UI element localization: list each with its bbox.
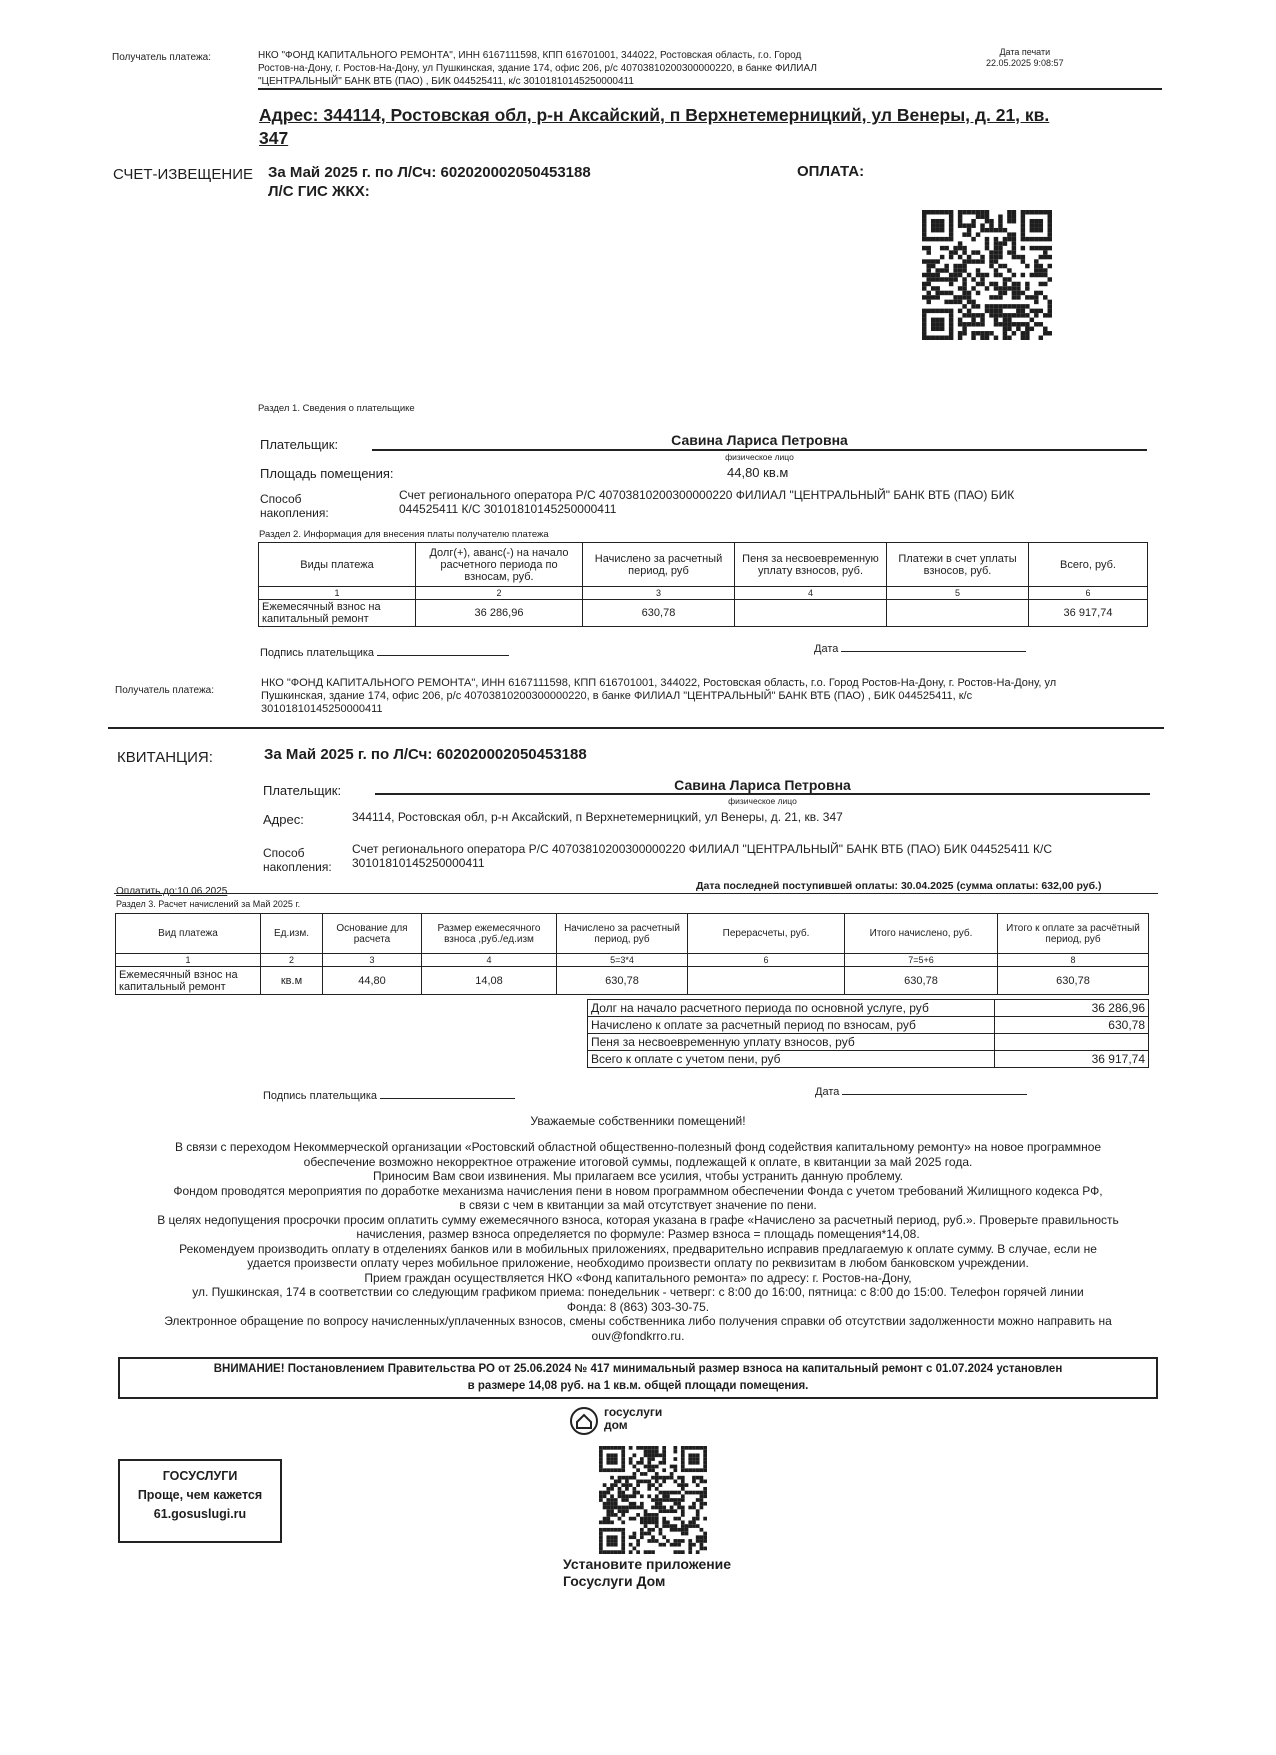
section2-title: Раздел 2. Информация для внесения платы получателю платежа	[259, 529, 549, 540]
address-label: Адрес:	[263, 812, 304, 827]
col-header: Долг(+), аванс(-) на начало расчетного периода по взносам, руб.	[416, 543, 583, 587]
address-value: 344114, Ростовская обл, р-н Аксайский, п Верхнетемерницкий, ул Венеры, д. 21, кв. 347	[352, 810, 843, 824]
col-header: Основание для расчета	[323, 914, 422, 954]
last-payment: Дата последней поступившей оплаты: 30.04.2025 (сумма оплаты: 632,00 руб.)	[696, 880, 1102, 892]
summary-row	[588, 1000, 1149, 1017]
warning-box: ВНИМАНИЕ! Постановлением Правительства РО от 25.06.2024 № 417 минимальный размер взноса на капитальный ремонт с 01.07.2024 установлен в размере 14,08 руб. на 1 кв.м. общей площади помещения.	[118, 1357, 1158, 1399]
section3-divider	[114, 893, 1158, 894]
notice-line: Рекомендуем производить оплату в отделениях банков или в мобильных приложениях, предварительно исправив предлагаемую к оплате сумму. В случае, если не	[179, 1241, 1097, 1256]
col-header: Ед.изм.	[261, 914, 323, 954]
cell-total-charged: 630,78	[845, 967, 998, 995]
cell-charged: 630,78	[557, 967, 688, 995]
notice-line: Приносим Вам свои извинения. Мы прилагаем все усилия, чтобы устранить данную проблему.	[373, 1169, 903, 1183]
receipt-date: Дата	[815, 1086, 1027, 1099]
invoice-signature: Подпись плательщика	[260, 647, 509, 660]
summary-label: Пеня за несвоевременную уплату взносов, руб	[588, 1034, 995, 1051]
col-number: 3	[583, 587, 735, 600]
area-label: Площадь помещения:	[260, 466, 394, 481]
col-number: 6	[1029, 587, 1148, 600]
summary-value: 36 917,74	[995, 1051, 1149, 1068]
cell-total: 36 917,74	[1029, 600, 1148, 627]
recipient-details-2: НКО "ФОНД КАПИТАЛЬНОГО РЕМОНТА", ИНН 6167111598, КПП 616701001, 344022, Ростовская область, г.о. Город Ростов-На-Дону, г. Ростов-На-Дону, ул Пушкинская, здание 174, офис 206, р/с 40703810200300000220, в банке ФИЛИАЛ "ЦЕНТРАЛЬНЫЙ" БАНК ВТБ (ПАО) , БИК 044525411, к/с 30101810145250000411	[261, 677, 1057, 715]
notice-line: ouv@fondkrro.ru.	[591, 1328, 685, 1343]
col-header: Виды платежа	[259, 543, 416, 587]
method-label: Способ накопления:	[260, 492, 329, 520]
section1-title: Раздел 1. Сведения о плательщике	[258, 403, 415, 414]
col-header: Всего, руб.	[1029, 543, 1148, 587]
payer-underline	[372, 449, 1147, 451]
col-header: Вид платежа	[116, 914, 261, 954]
notice-line: В целях недопущения просрочки просим оплатить сумму ежемесячного взноса, которая указана в графе «Начислено за расчетный период, руб.». Проверьте правильность	[157, 1212, 1119, 1227]
payer-label-2: Плательщик:	[263, 783, 342, 798]
app-qr-code	[599, 1446, 707, 1554]
col-header: Пеня за несвоевременную уплату взносов, руб.	[735, 543, 887, 587]
method-label-2: Способ накопления:	[263, 846, 332, 874]
notice-body	[108, 1140, 1168, 1343]
summary-label: Начислено к оплате за расчетный период по взносам, руб	[588, 1017, 995, 1034]
col-header: Итого начислено, руб.	[845, 914, 998, 954]
summary-label: Всего к оплате с учетом пени, руб	[588, 1051, 995, 1068]
cell-basis: 44,80	[323, 967, 422, 995]
print-date: Дата печати 22.05.2025 9:08:57	[986, 47, 1064, 68]
col-header: Начислено за расчетный период, руб	[583, 543, 735, 587]
col-number: 4	[735, 587, 887, 600]
area-value: 44,80 кв.м	[727, 465, 789, 480]
cell-total-due: 630,78	[998, 967, 1149, 995]
col-number: 1	[259, 587, 416, 600]
col-header: Начислено за расчетный период, руб	[557, 914, 688, 954]
col-number: 7=5+6	[845, 954, 998, 967]
notice-line: Прием граждан осуществляется НКО «Фонд капитального ремонта» по адресу: г. Ростов-на-Дону,	[364, 1270, 912, 1285]
notice-line: удается произвести оплату через мобильное приложение, необходимо произвести оплату по реквизитам в любом банковском учреждении.	[247, 1256, 1029, 1270]
signature-line	[380, 1098, 515, 1099]
invoice-table	[258, 542, 1148, 627]
col-header: Перерасчеты, руб.	[688, 914, 845, 954]
cell-charged: 630,78	[583, 600, 735, 627]
table-row	[259, 600, 1148, 627]
cell-penalty	[735, 600, 887, 627]
house-icon	[569, 1406, 599, 1436]
gosuslugi-dom-text: госуслуги дом	[604, 1405, 663, 1432]
date-line	[842, 1094, 1027, 1095]
invoice-date: Дата	[814, 643, 1026, 656]
table-row	[116, 967, 1149, 995]
receipt-label: КВИТАНЦИЯ:	[117, 749, 213, 766]
col-number: 2	[416, 587, 583, 600]
invoice-table-numbers	[259, 587, 1148, 600]
cell-recalc	[688, 967, 845, 995]
cell-unit: кв.м	[261, 967, 323, 995]
col-number: 5	[887, 587, 1029, 600]
gosuslugi-dom-logo	[569, 1406, 599, 1441]
cell-payment-type: Ежемесячный взнос на капитальный ремонт	[259, 600, 416, 627]
cell-rate: 14,08	[422, 967, 557, 995]
summary-value: 36 286,96	[995, 1000, 1149, 1017]
notice-line: Электронное обращение по вопросу начисленных/уплаченных взносов, смены собственника либо получения справки об отсутствии задолженности можно направить на	[164, 1314, 1112, 1328]
receipt-table-numbers	[116, 954, 1149, 967]
recipient-details: НКО "ФОНД КАПИТАЛЬНОГО РЕМОНТА", ИНН 6167111598, КПП 616701001, 344022, Ростовская область, г.о. Город Ростов-на-Дону, г. Ростов-На-Дону, ул Пушкинская, здание 174, офис 206, р/с 40703810200300000220, в банке ФИЛИАЛ "ЦЕНТРАЛЬНЫЙ" БАНК ВТБ (ПАО) , БИК 044525411, к/с 30101810145250000411	[258, 50, 817, 87]
invoice-table-header	[259, 543, 1148, 587]
payer-name: Савина Лариса Петровна	[671, 432, 848, 448]
receipt-signature: Подпись плательщика	[263, 1090, 515, 1103]
gosuslugi-box: ГОСУСЛУГИ Проще, чем кажется 61.gosuslugi.ru	[118, 1459, 282, 1543]
col-number: 4	[422, 954, 557, 967]
payer-label: Плательщик:	[260, 437, 339, 452]
payer-type-2: физическое лицо	[728, 796, 797, 806]
recipient-label: Получатель платежа:	[112, 52, 211, 63]
section3-title: Раздел 3. Расчет начислений за Май 2025 г.	[116, 899, 301, 909]
method-text: Счет регионального оператора Р/С 40703810200300000220 ФИЛИАЛ "ЦЕНТРАЛЬНЫЙ" БАНК ВТБ (ПАО) БИК 044525411 К/С 30101810145250000411	[399, 488, 1015, 516]
summary-value: 630,78	[995, 1017, 1149, 1034]
pay-until: Оплатить до:10.06.2025	[116, 886, 228, 897]
invoice-label: СЧЕТ-ИЗВЕЩЕНИЕ	[113, 166, 254, 183]
cell-payment-type: Ежемесячный взнос на капитальный ремонт	[116, 967, 261, 995]
payment-label: ОПЛАТА:	[797, 163, 865, 180]
summary-row	[588, 1034, 1149, 1051]
method-text-2: Счет регионального оператора Р/С 40703810200300000220 ФИЛИАЛ "ЦЕНТРАЛЬНЫЙ" БАНК ВТБ (ПАО) БИК 044525411 К/С 30101810145250000411	[352, 842, 1053, 870]
middle-divider	[108, 727, 1164, 729]
payment-qr-code	[918, 210, 1056, 340]
col-header: Платежи в счет уплаты взносов, руб.	[887, 543, 1029, 587]
summary-value	[995, 1034, 1149, 1051]
payer-name-2: Савина Лариса Петровна	[674, 777, 851, 793]
notice-line: Фондом проводятся мероприятия по доработке механизма начисления пени в новом программном обеспечении Фонда с учетом требований Жилищного кодекса РФ,	[173, 1183, 1103, 1198]
col-header: Размер ежемесячного взноса ,руб./ед.изм	[422, 914, 557, 954]
col-header: Итого к оплате за расчётный период, руб	[998, 914, 1149, 954]
col-number: 2	[261, 954, 323, 967]
date-line	[841, 651, 1026, 652]
header-divider	[258, 88, 1162, 90]
summary-row	[588, 1017, 1149, 1034]
install-app-text: Установите приложение Госуслуги Дом	[563, 1556, 732, 1589]
signature-line	[377, 655, 509, 656]
receipt-period: За Май 2025 г. по Л/Сч: 602020002050453188	[264, 746, 587, 763]
notice-line: в связи с чем в квитанции за май отсутствует значение по пени.	[459, 1198, 817, 1212]
invoice-period: За Май 2025 г. по Л/Сч: 602020002050453188 Л/С ГИС ЖКХ:	[268, 164, 591, 200]
notice-line: ул. Пушкинская, 174 в соответствии со следующим графиком приема: понедельник - четверг: с 8:00 до 16:00, пятница: с 8:00 до 15:00. Телефон горячей линии	[192, 1285, 1084, 1299]
col-number: 3	[323, 954, 422, 967]
payer-underline-2	[375, 793, 1150, 795]
recipient-label-2: Получатель платежа:	[115, 685, 214, 696]
notice-line: начисления, размер взноса определяется по формуле: Размер взноса = площадь помещения*14,08.	[356, 1227, 920, 1241]
summary-table	[587, 999, 1149, 1068]
cell-payments	[887, 600, 1029, 627]
notice-line: Фонда: 8 (863) 303-30-75.	[566, 1299, 710, 1314]
summary-label: Долг на начало расчетного периода по основной услуге, руб	[588, 1000, 995, 1017]
address-heading: Адрес: 344114, Ростовская обл, р-н Аксайский, п Верхнетемерницкий, ул Венеры, д. 21, кв. 347	[259, 105, 1050, 148]
col-number: 1	[116, 954, 261, 967]
notice-line: В связи с переходом Некоммерческой организации «Ростовский областной общественно-полезный фонд содействия капитальному ремонту» на новое программное	[174, 1140, 1102, 1154]
notice-line: обеспечение возможно некорректное отражение итоговой суммы, подлежащей к оплате, в квитанции за май 2025 года.	[303, 1154, 973, 1169]
cell-debt: 36 286,96	[416, 600, 583, 627]
receipt-table	[115, 913, 1149, 995]
receipt-table-header	[116, 914, 1149, 954]
col-number: 5=3*4	[557, 954, 688, 967]
payer-type: физическое лицо	[725, 452, 794, 462]
col-number: 6	[688, 954, 845, 967]
summary-row	[588, 1051, 1149, 1068]
col-number: 8	[998, 954, 1149, 967]
notice-title: Уважаемые собственники помещений!	[530, 1114, 746, 1128]
